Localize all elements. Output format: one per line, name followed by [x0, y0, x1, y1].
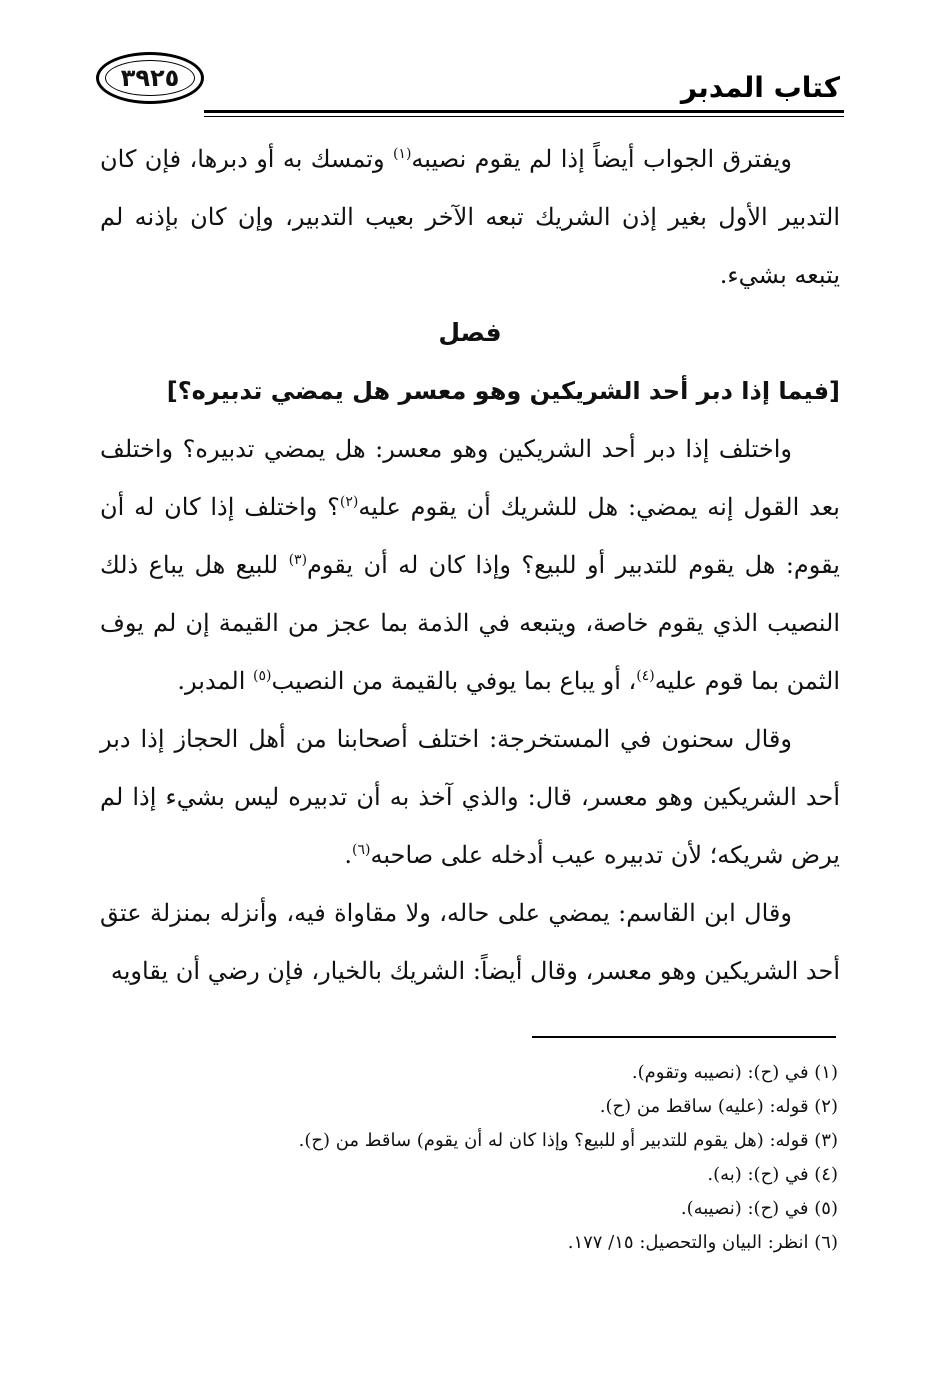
footnote-ref-2: (٢): [339, 494, 359, 510]
paragraph-3: [100, 710, 840, 884]
footnote-ref-3: (٣): [288, 552, 308, 568]
para1-text: ويفترق الجواب أيضاً إذا لم يقوم نصيبه: [411, 145, 792, 173]
footnote-3: (٣) قوله: (هل يقوم للتدبير أو للبيع؟ وإذا كان له أن يقوم) ساقط من (ح).: [298, 1130, 838, 1151]
para3-text-b: .: [344, 841, 353, 869]
para1-text-b: وتمسك به أو دبرها، فإن كان التدبير الأول بغير إذن الشريك تبعه الآخر بعيب التدبير، وإن كان بإذنه لم يتبعه بشيء.: [100, 145, 840, 289]
footnotes-list: [100, 1056, 838, 1260]
footnote-6: (٦) انظر: البيان والتحصيل: ١٥/ ١٧٧.: [567, 1232, 838, 1253]
footnote-ref-1: (١): [392, 146, 412, 162]
footnote-ref-4: (٤): [636, 668, 655, 684]
main-text: [100, 130, 840, 1000]
header-rule: [204, 110, 844, 113]
paragraph-2: [100, 420, 840, 710]
para2-text-c: للبيع هل يباع ذلك النصيب الذي يقوم خاصة، ويتبعه في الذمة بما عجز من القيمة إن لم يوف الثمن بما قوم عليه: [100, 551, 840, 695]
footnote-separator: [532, 1036, 836, 1038]
para2-text-d: ، أو يباع بما يوفي بالقيمة من النصيب: [271, 667, 637, 695]
page-number: ٣٩٢٥: [120, 64, 180, 92]
footnote-5: (٥) في (ح): (نصيبه).: [680, 1198, 838, 1219]
para2-text-a: واختلف إذا دبر أحد الشريكين وهو معسر: هل يمضي تدبيره؟ واختلف بعد القول إنه يمضي: هل للشريك أن يقوم عليه: [100, 435, 840, 521]
footnote-ref-6: (٦): [352, 842, 371, 858]
footnote-ref-5: (٥): [253, 668, 272, 684]
para2-text-b: ؟ واختلف إذا كان له أن يقوم: هل يقوم للتدبير أو للبيع؟ وإذا كان له أن يقوم: [100, 493, 840, 579]
page-number-frame: [96, 52, 204, 104]
paragraph-4: وقال ابن القاسم: يمضي على حاله، ولا مقاواة فيه، وأنزله بمنزلة عتق أحد الشريكين وهو معسر، وقال أيضاً: الشريك بالخيار، فإن رضي أن يقاويه: [100, 899, 840, 985]
para2-text-e: المدبر.: [177, 667, 254, 695]
footnote-4: (٤) في (ح): (به).: [707, 1164, 838, 1185]
section-title: فصل: [438, 318, 502, 347]
footnote-2: (٢) قوله: (عليه) ساقط من (ح).: [599, 1096, 838, 1117]
paragraph-1: [100, 130, 840, 304]
para3-text-a: وقال سحنون في المستخرجة: اختلف أصحابنا من أهل الحجاز إذا دبر أحد الشريكين وهو معسر، قال: والذي آخذ به أن تدبيره ليس بشيء إذا لم يرض شريكه؛ لأن تدبيره عيب أدخله على صاحبه: [100, 725, 840, 869]
book-title: كتاب المدبر: [680, 71, 840, 104]
footnote-1: (١) في (ح): (نصيبه وتقوم).: [631, 1062, 838, 1083]
page-header: [96, 48, 844, 120]
section-subtitle: [فيما إذا دبر أحد الشريكين وهو معسر هل يمضي تدبيره؟]: [166, 377, 840, 405]
